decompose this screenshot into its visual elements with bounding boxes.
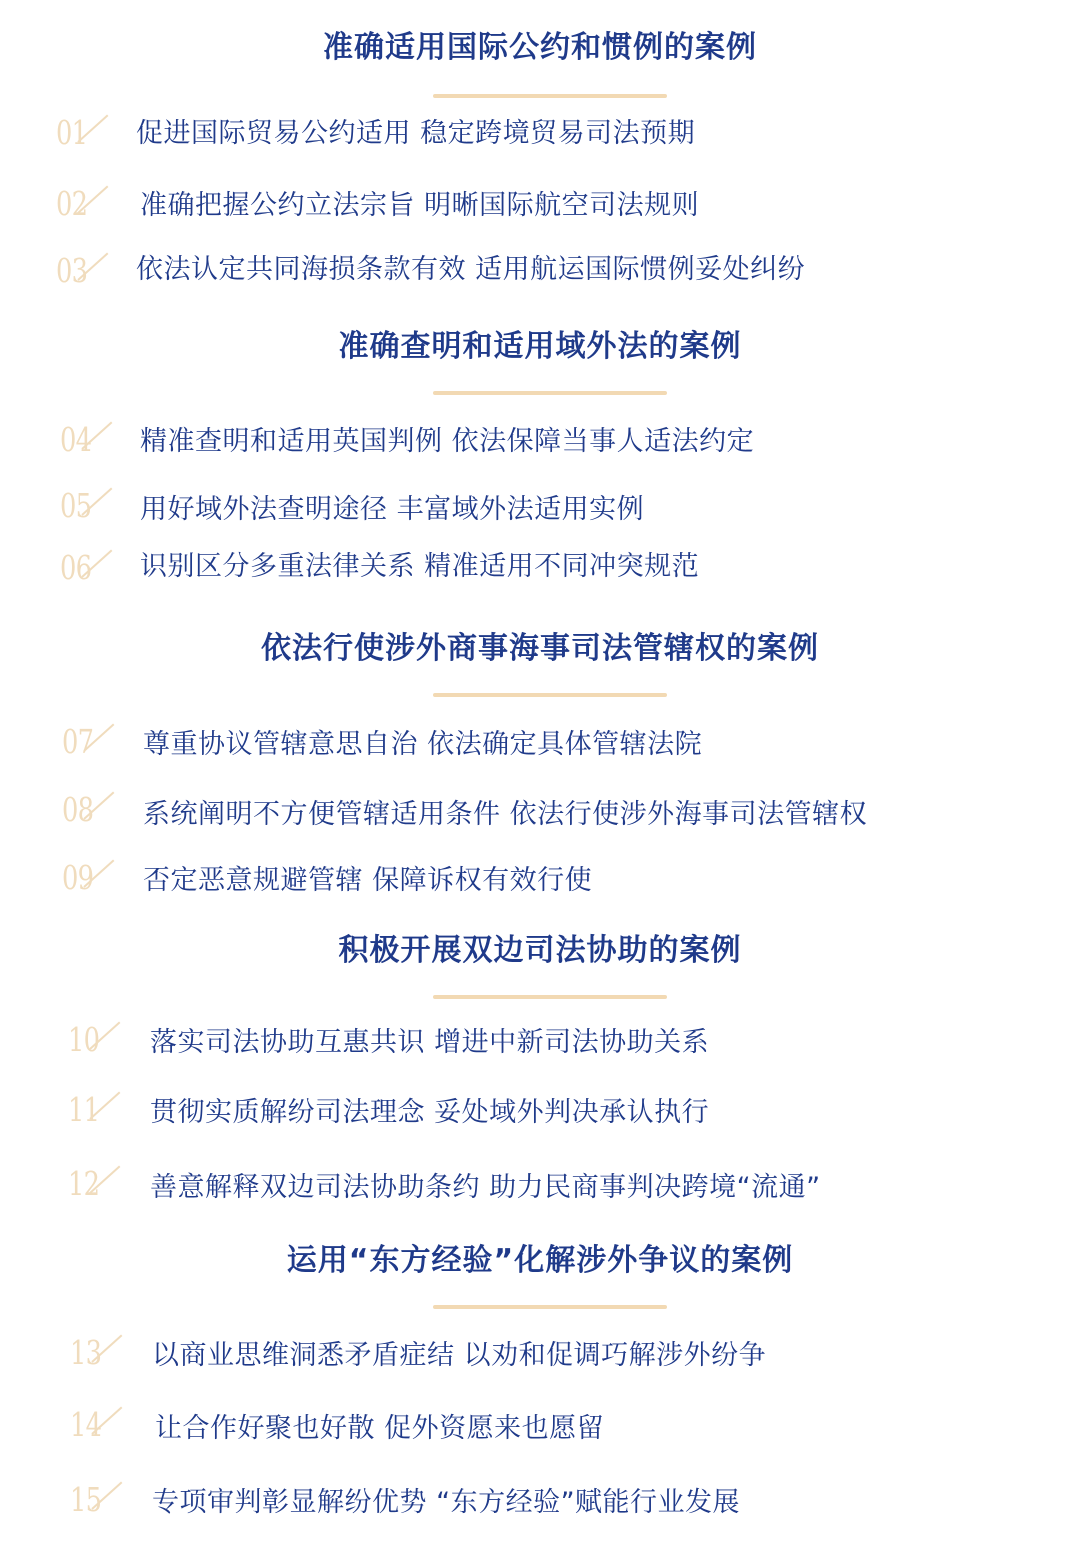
list-item	[0, 1480, 1080, 1550]
item-number: 10	[68, 1020, 100, 1059]
item-number: 13	[70, 1333, 102, 1372]
item-number: 15	[70, 1480, 102, 1519]
item-number-badge	[68, 1020, 148, 1090]
item-number-badge	[56, 184, 136, 254]
item-number: 02	[56, 184, 88, 223]
list-item	[0, 1405, 1080, 1475]
item-number-badge	[70, 1405, 150, 1475]
item-text: 识别区分多重法律关系 精准适用不同冲突规范	[140, 551, 700, 582]
item-number: 14	[70, 1405, 102, 1444]
section-divider	[433, 995, 667, 999]
section-title: 运用“东方经验”化解涉外争议的案例	[286, 1243, 794, 1278]
item-text: 贯彻实质解纷司法理念 妥处域外判决承认执行	[150, 1097, 710, 1128]
item-number-badge	[68, 1090, 148, 1160]
item-text: 落实司法协助互惠共识 增进中新司法协助关系	[150, 1027, 710, 1058]
item-number: 06	[60, 548, 92, 587]
item-text: 让合作好聚也好散 促外资愿来也愿留	[155, 1413, 605, 1444]
item-number-badge	[56, 251, 136, 321]
item-number: 08	[62, 790, 94, 829]
item-text: 系统阐明不方便管辖适用条件 依法行使涉外海事司法管辖权	[143, 799, 868, 830]
item-text: 促进国际贸易公约适用 稳定跨境贸易司法预期	[136, 118, 696, 149]
item-number: 04	[60, 420, 92, 459]
item-number: 11	[68, 1090, 100, 1129]
item-number-badge	[56, 113, 136, 183]
list-item	[0, 184, 1080, 254]
list-item	[0, 722, 1080, 792]
list-item	[0, 1090, 1080, 1160]
list-item	[0, 1020, 1080, 1090]
item-text: 否定恶意规避管辖 保障诉权有效行使	[143, 865, 593, 896]
section-title: 准确适用国际公约和惯例的案例	[323, 30, 757, 65]
list-item	[0, 251, 1080, 321]
list-item	[0, 1164, 1080, 1234]
item-number: 03	[56, 251, 88, 290]
item-text: 专项审判彰显解纷优势 “东方经验”赋能行业发展	[152, 1487, 741, 1518]
item-number-badge	[62, 858, 142, 928]
section-title: 依法行使涉外商事海事司法管辖权的案例	[261, 631, 819, 666]
item-number-badge	[60, 548, 140, 618]
list-item	[0, 113, 1080, 183]
section-title: 准确查明和适用域外法的案例	[338, 329, 742, 364]
item-text: 精准查明和适用英国判例 依法保障当事人适法约定	[140, 426, 755, 457]
item-number: 05	[60, 486, 92, 525]
item-number-badge	[62, 790, 142, 860]
list-item	[0, 1333, 1080, 1403]
list-item	[0, 858, 1080, 928]
item-text: 尊重协议管辖意思自治 依法确定具体管辖法院	[143, 729, 703, 760]
section-title: 积极开展双边司法协助的案例	[338, 933, 742, 968]
item-text: 以商业思维洞悉矛盾症结 以劝和促调巧解涉外纷争	[152, 1340, 767, 1371]
section-divider	[433, 94, 667, 98]
item-number: 01	[56, 113, 88, 152]
item-number: 12	[68, 1164, 100, 1203]
list-item	[0, 486, 1080, 556]
list-item	[0, 420, 1080, 490]
item-text: 准确把握公约立法宗旨 明晰国际航空司法规则	[140, 190, 700, 221]
section-divider	[433, 1305, 667, 1309]
item-number-badge	[60, 420, 140, 490]
item-text: 善意解释双边司法协助条约 助力民商事判决跨境“流通”	[150, 1172, 821, 1203]
list-item	[0, 790, 1080, 860]
item-number-badge	[70, 1333, 150, 1403]
section-divider	[433, 693, 667, 697]
item-number-badge	[70, 1480, 150, 1550]
section-divider	[433, 391, 667, 395]
item-number-badge	[60, 486, 140, 556]
list-item	[0, 548, 1080, 618]
item-text: 依法认定共同海损条款有效 适用航运国际惯例妥处纠纷	[136, 254, 806, 285]
item-number: 09	[62, 858, 94, 897]
item-text: 用好域外法查明途径 丰富域外法适用实例	[140, 494, 645, 525]
item-number-badge	[68, 1164, 148, 1234]
item-number: 07	[62, 722, 94, 761]
item-number-badge	[62, 722, 142, 792]
